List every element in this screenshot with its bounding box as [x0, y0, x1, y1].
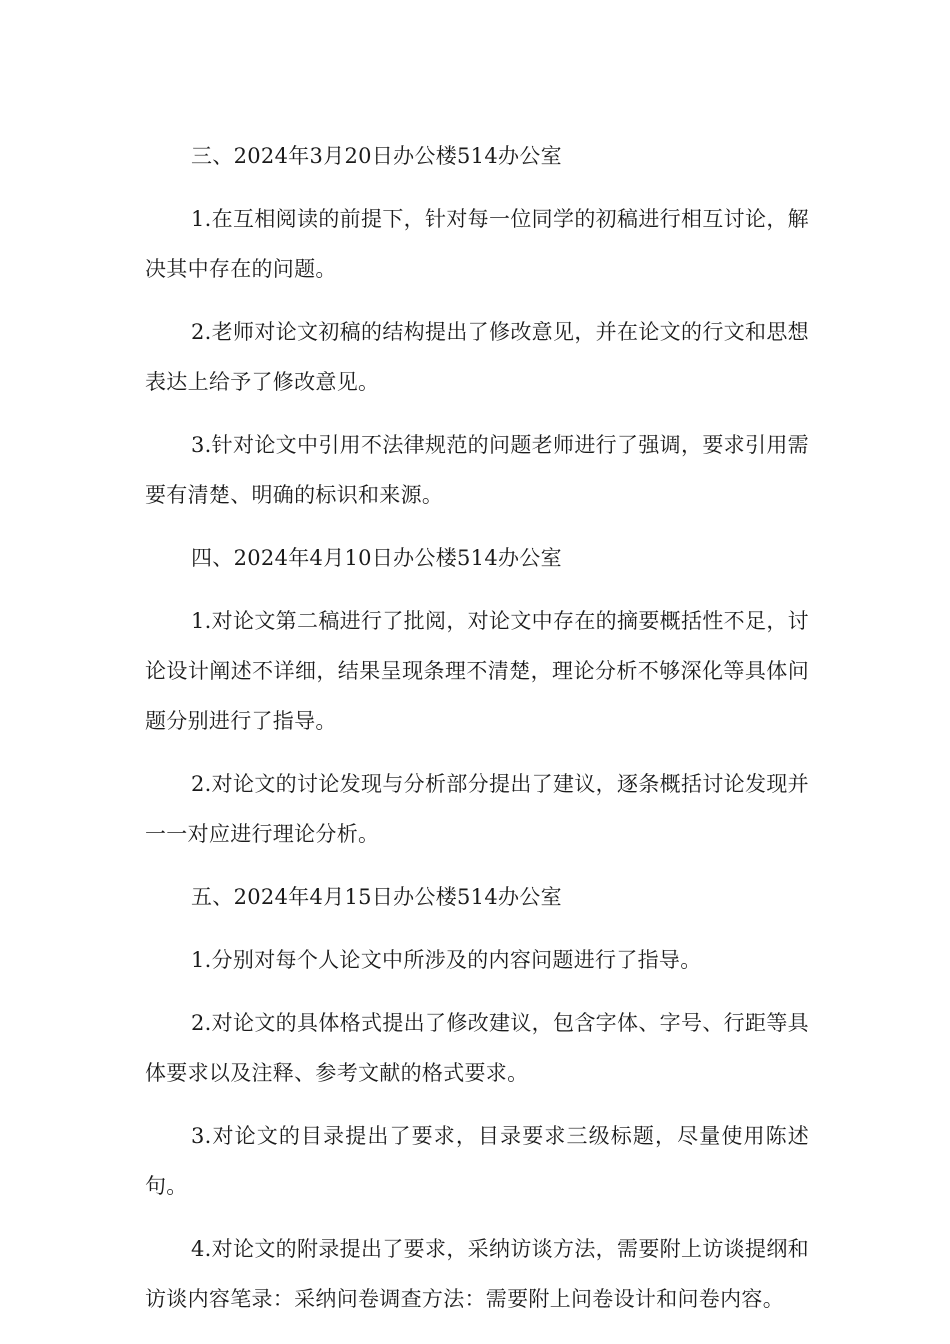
- document-page: [145, 131, 809, 1337]
- paragraph: 4.对论文的附录提出了要求，采纳访谈方法，需要附上访谈提纲和访谈内容笔录：采纳问卷调查方法：需要附上问卷设计和问卷内容。: [145, 1237, 809, 1311]
- paragraph: 1.在互相阅读的前提下，针对每一位同学的初稿进行相互讨论，解决其中存在的问题。: [145, 207, 809, 281]
- paragraph: 2.老师对论文初稿的结构提出了修改意见，并在论文的行文和思想表达上给予了修改意见。: [145, 320, 809, 394]
- paragraph: 1.分别对每个人论文中所涉及的内容问题进行了指导。: [191, 948, 702, 972]
- paragraph: 3.针对论文中引用不法律规范的问题老师进行了强调，要求引用需要有清楚、明确的标识和来源。: [145, 433, 809, 507]
- paragraph: 3.对论文的目录提出了要求，目录要求三级标题，尽量使用陈述句。: [145, 1124, 809, 1198]
- section-heading-4: 四、2024年4月10日办公楼514办公室: [191, 546, 562, 570]
- paragraph: 2.对论文的具体格式提出了修改建议，包含字体、字号、行距等具体要求以及注释、参考文献的格式要求。: [145, 1011, 809, 1085]
- section-heading-5: 五、2024年4月15日办公楼514办公室: [191, 885, 562, 909]
- paragraph: 2.对论文的讨论发现与分析部分提出了建议，逐条概括讨论发现并一一对应进行理论分析。: [145, 772, 809, 846]
- paragraph: 1.对论文第二稿进行了批阅，对论文中存在的摘要概括性不足，讨论设计阐述不详细，结果呈现条理不清楚，理论分析不够深化等具体问题分别进行了指导。: [145, 609, 809, 733]
- section-heading-3: 三、2024年3月20日办公楼514办公室: [191, 144, 562, 168]
